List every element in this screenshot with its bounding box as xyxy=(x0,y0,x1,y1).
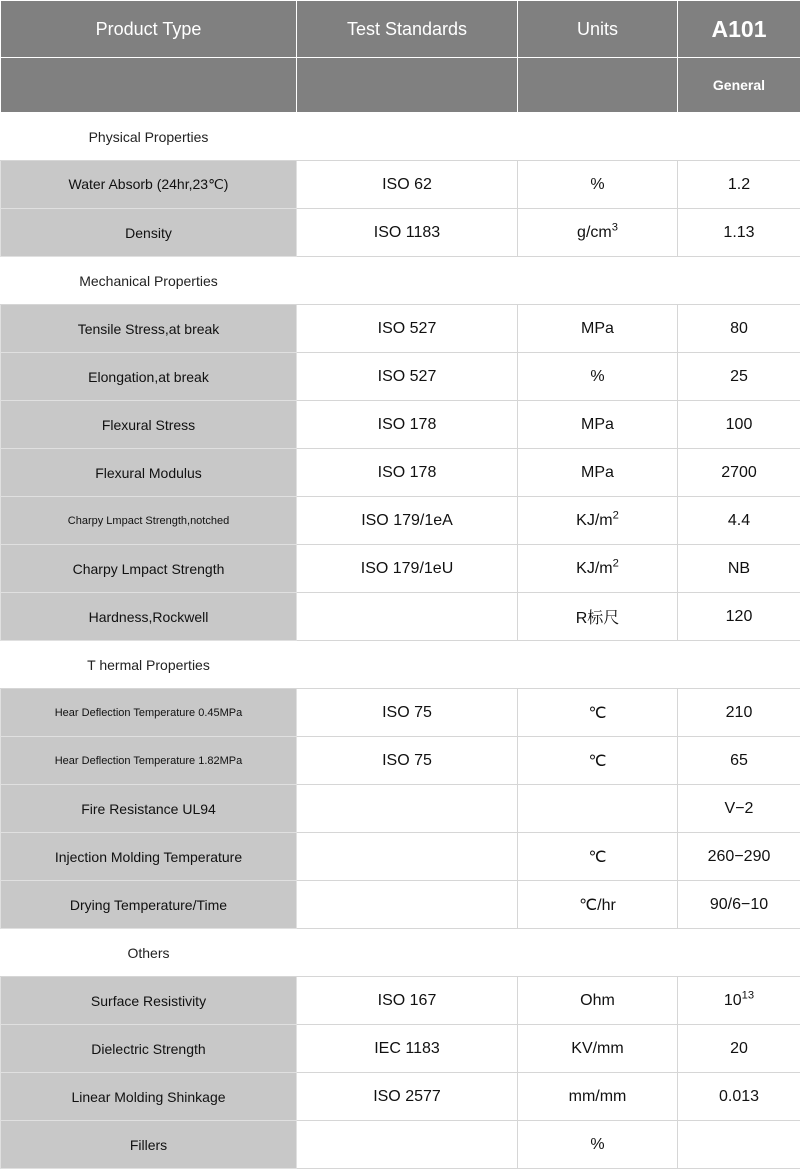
property-name xyxy=(1,1073,297,1121)
value xyxy=(678,1121,800,1169)
value-text: 210 xyxy=(725,703,753,721)
value xyxy=(678,1073,800,1121)
test-standard-text: ISO 178 xyxy=(377,463,437,481)
header-row xyxy=(1,1,800,58)
unit xyxy=(518,449,678,497)
test-standard xyxy=(297,881,518,929)
value xyxy=(678,161,800,209)
test-standard xyxy=(297,1025,518,1073)
test-standard xyxy=(297,305,518,353)
value xyxy=(678,593,800,641)
unit-text: MPa xyxy=(581,415,614,433)
property-name-text: Hear Deflection Temperature 0.45MPa xyxy=(54,706,243,719)
unit-superscript: 3 xyxy=(611,221,618,234)
value xyxy=(678,353,800,401)
header-units: Units xyxy=(518,1,678,58)
value xyxy=(678,545,800,593)
test-standard-text: ISO 62 xyxy=(382,175,432,193)
table-row xyxy=(1,545,800,593)
test-standard xyxy=(297,1073,518,1121)
property-name-text: Dielectric Strength xyxy=(91,1040,206,1057)
unit xyxy=(518,497,678,545)
value-text: 10 xyxy=(723,991,742,1009)
value xyxy=(678,881,800,929)
unit-text: ℃/hr xyxy=(579,896,616,914)
test-standard-text: ISO 167 xyxy=(377,991,437,1009)
property-name xyxy=(1,545,297,593)
property-name xyxy=(1,689,297,737)
unit xyxy=(518,401,678,449)
test-standard xyxy=(297,689,518,737)
value xyxy=(678,785,800,833)
test-standard xyxy=(297,977,518,1025)
unit-text: % xyxy=(590,1135,605,1153)
test-standard-text: ISO 75 xyxy=(382,751,432,769)
property-name-text: Hardness,Rockwell xyxy=(88,608,209,625)
unit xyxy=(518,545,678,593)
table-row xyxy=(1,401,800,449)
unit-text: ℃ xyxy=(588,752,607,770)
test-standard xyxy=(297,593,518,641)
test-standard-text: ISO 179/1eA xyxy=(361,511,453,529)
value-text: 2700 xyxy=(721,463,757,481)
property-name xyxy=(1,737,297,785)
unit xyxy=(518,593,678,641)
value xyxy=(678,449,800,497)
test-standard xyxy=(297,545,518,593)
table-row xyxy=(1,209,800,257)
property-name-text: Tensile Stress,at break xyxy=(77,320,220,337)
section-spacer xyxy=(297,113,800,161)
unit-superscript: 2 xyxy=(612,509,619,522)
unit-text: R标尺 xyxy=(575,610,620,627)
property-name xyxy=(1,785,297,833)
test-standard-text: ISO 527 xyxy=(377,367,437,385)
test-standard xyxy=(297,737,518,785)
unit xyxy=(518,209,678,257)
unit xyxy=(518,1025,678,1073)
property-name-text: Water Absorb (24hr,23℃) xyxy=(68,176,229,192)
unit xyxy=(518,353,678,401)
table-row xyxy=(1,689,800,737)
test-standard xyxy=(297,353,518,401)
unit-text: % xyxy=(590,367,605,385)
table-row xyxy=(1,737,800,785)
section-title: Others xyxy=(1,929,297,977)
property-name xyxy=(1,161,297,209)
property-name xyxy=(1,977,297,1025)
unit-text: Ohm xyxy=(580,991,615,1009)
section-spacer xyxy=(297,929,800,977)
table-row xyxy=(1,497,800,545)
header-grade: General xyxy=(678,58,800,113)
property-name xyxy=(1,305,297,353)
unit xyxy=(518,833,678,881)
section-row xyxy=(1,929,800,977)
unit-superscript: 2 xyxy=(612,557,619,570)
subheader-blank xyxy=(297,58,518,113)
value xyxy=(678,1025,800,1073)
property-name xyxy=(1,593,297,641)
test-standard xyxy=(297,833,518,881)
section-title: Mechanical Properties xyxy=(1,257,297,305)
table-row xyxy=(1,305,800,353)
value xyxy=(678,977,800,1025)
unit-text: MPa xyxy=(581,463,614,481)
value-superscript: 13 xyxy=(741,989,755,1002)
unit-text: % xyxy=(590,175,605,193)
header-test-standards: Test Standards xyxy=(297,1,518,58)
value xyxy=(678,305,800,353)
value-text: 0.013 xyxy=(718,1087,760,1105)
value xyxy=(678,497,800,545)
table-row xyxy=(1,881,800,929)
property-name-text: Fillers xyxy=(129,1136,168,1153)
property-name-text: Flexural Modulus xyxy=(95,464,202,481)
table-row xyxy=(1,1025,800,1073)
property-name xyxy=(1,1025,297,1073)
unit-text: MPa xyxy=(581,319,614,337)
value-text: 1.2 xyxy=(727,175,751,193)
value-text: 25 xyxy=(730,367,748,385)
unit-text: ℃ xyxy=(588,848,607,866)
property-name xyxy=(1,401,297,449)
unit-text: KJ/m xyxy=(576,559,613,577)
section-title: Physical Properties xyxy=(1,113,297,161)
table-row xyxy=(1,161,800,209)
property-name xyxy=(1,833,297,881)
table-row xyxy=(1,353,800,401)
test-standard-text: ISO 2577 xyxy=(373,1087,441,1105)
test-standard-text: ISO 527 xyxy=(377,319,437,337)
unit-text: KJ/m xyxy=(576,511,613,529)
property-name xyxy=(1,449,297,497)
unit xyxy=(518,1121,678,1169)
table-row xyxy=(1,1073,800,1121)
value-text: 260−290 xyxy=(707,847,771,865)
section-spacer xyxy=(297,641,800,689)
test-standard-text: ISO 1183 xyxy=(373,223,441,241)
property-name-text: Injection Molding Temperature xyxy=(54,848,243,865)
property-name xyxy=(1,881,297,929)
unit xyxy=(518,689,678,737)
subheader-blank xyxy=(1,58,297,113)
table-row xyxy=(1,785,800,833)
test-standard-text: ISO 179/1eU xyxy=(360,559,454,577)
unit xyxy=(518,161,678,209)
unit xyxy=(518,881,678,929)
value xyxy=(678,737,800,785)
property-name xyxy=(1,1121,297,1169)
property-name-text: Density xyxy=(125,224,172,241)
test-standard-text: IEC 1183 xyxy=(374,1039,440,1057)
unit-text: ℃ xyxy=(588,704,607,722)
table-row xyxy=(1,833,800,881)
value-text: V−2 xyxy=(724,799,754,817)
header-model: A101 xyxy=(678,1,800,58)
test-standard-text: ISO 75 xyxy=(382,703,432,721)
unit-text: KV/mm xyxy=(571,1039,624,1057)
unit xyxy=(518,737,678,785)
section-title: T hermal Properties xyxy=(1,641,297,689)
value-text: 90/6−10 xyxy=(709,895,769,913)
property-name-text: Charpy Lmpact Strength,notched xyxy=(67,514,230,527)
test-standard xyxy=(297,401,518,449)
value xyxy=(678,833,800,881)
property-name-text: Fire Resistance UL94 xyxy=(81,800,216,817)
value-text: 20 xyxy=(730,1039,748,1057)
section-row xyxy=(1,257,800,305)
property-name xyxy=(1,209,297,257)
table-row xyxy=(1,977,800,1025)
header-product-type: Product Type xyxy=(1,1,297,58)
value-text: 120 xyxy=(725,607,753,625)
value xyxy=(678,689,800,737)
unit-text: mm/mm xyxy=(568,1087,627,1105)
unit xyxy=(518,785,678,833)
table-row xyxy=(1,593,800,641)
test-standard xyxy=(297,785,518,833)
value-text: 80 xyxy=(730,319,748,337)
test-standard xyxy=(297,209,518,257)
value-text: 100 xyxy=(725,415,753,433)
value xyxy=(678,209,800,257)
value xyxy=(678,401,800,449)
subheader-row xyxy=(1,58,800,113)
unit xyxy=(518,977,678,1025)
unit xyxy=(518,305,678,353)
value-text: 65 xyxy=(730,751,748,769)
section-spacer xyxy=(297,257,800,305)
unit-text: g/cm xyxy=(577,223,612,241)
property-name-text: Drying Temperature/Time xyxy=(69,896,228,913)
property-name-text: Linear Molding Shinkage xyxy=(71,1088,226,1105)
property-name-text: Flexural Stress xyxy=(101,416,196,433)
table-row xyxy=(1,449,800,497)
unit xyxy=(518,1073,678,1121)
section-row xyxy=(1,641,800,689)
value-text: 1.13 xyxy=(723,223,755,241)
property-name-text: Charpy Lmpact Strength xyxy=(72,560,225,577)
property-name-text: Elongation,at break xyxy=(88,368,209,385)
table-row xyxy=(1,1121,800,1169)
property-name xyxy=(1,353,297,401)
property-name-text: Hear Deflection Temperature 1.82MPa xyxy=(54,754,243,767)
test-standard-text: ISO 178 xyxy=(377,415,437,433)
test-standard xyxy=(297,497,518,545)
property-name-text: Surface Resistivity xyxy=(90,992,207,1009)
property-name xyxy=(1,497,297,545)
subheader-blank xyxy=(518,58,678,113)
test-standard xyxy=(297,449,518,497)
test-standard xyxy=(297,161,518,209)
section-row xyxy=(1,113,800,161)
value-text: NB xyxy=(727,559,751,577)
test-standard xyxy=(297,1121,518,1169)
value-text: 4.4 xyxy=(727,511,751,529)
